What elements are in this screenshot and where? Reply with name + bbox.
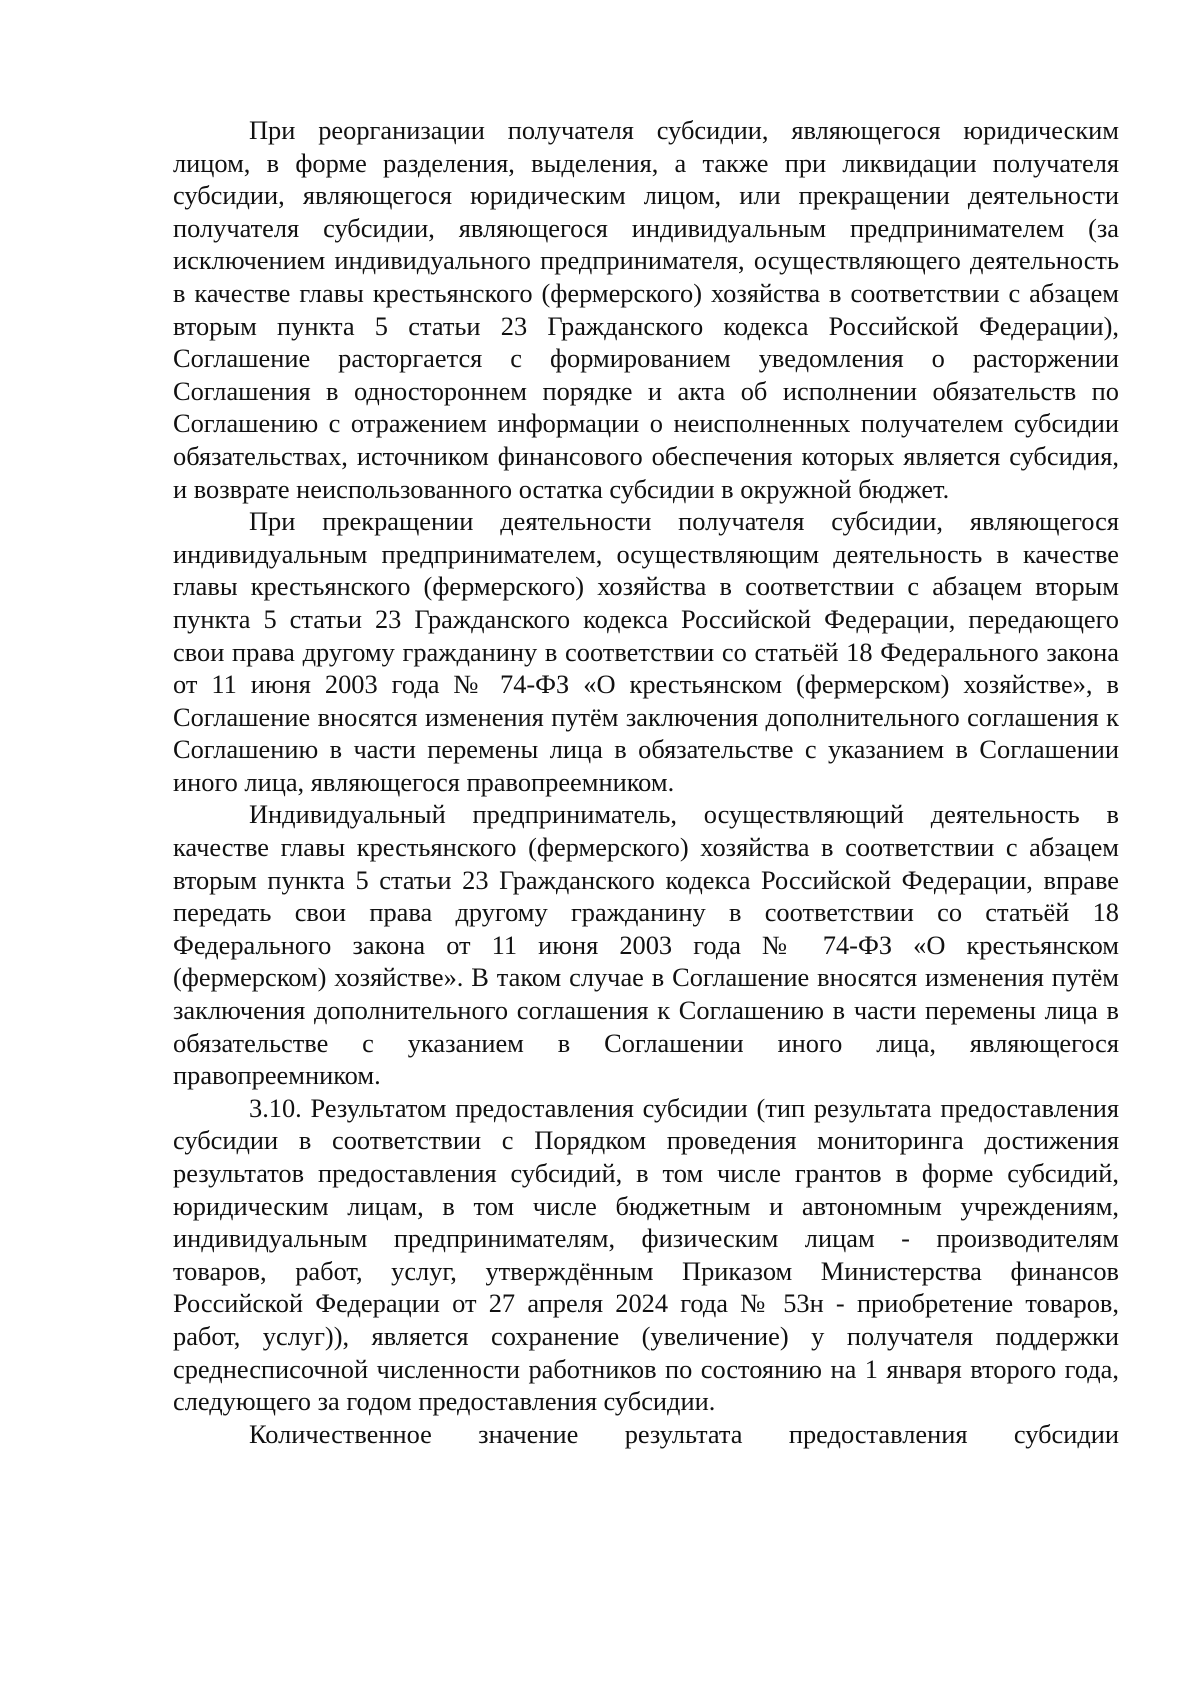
paragraph-termination-farm-head: При прекращении деятельности получателя субсидии, являющегося индивидуальным предпринимателем, осуществляющим деятельность в качестве главы крестьянского (фермерского) хозяйства в соответствии с абзацем вторым пункта 5 статьи 23 Гражданского кодекса Российской Федерации, передающего свои права другому гражданину в соответствии со статьёй 18 Федерального закона от 11 июня 2003 года № 74-ФЗ «О крестьянском (фермерском) хозяйстве», в Соглашение вносятся изменения путём заключения дополнительного соглашения к Соглашению в части перемены лица в обязательстве с указанием в Соглашении иного лица, являющегося правопреемником. — [173, 506, 1119, 797]
paragraph-rights-transfer: Индивидуальный предприниматель, осуществляющий деятельность в качестве главы крестьянского (фермерского) хозяйства в соответствии с абзацем вторым пункта 5 статьи 23 Гражданского кодекса Российской Федерации, вправе передать свои права другому гражданину в соответствии со статьёй 18 Федерального закона от 11 июня 2003 года № 74-ФЗ «О крестьянском (фермерском) хозяйстве». В таком случае в Соглашение вносятся изменения путём заключения дополнительного соглашения к Соглашению в части перемены лица в обязательстве с указанием в Соглашении иного лица, являющегося правопреемником. — [173, 799, 1119, 1091]
paragraph-section-3-10: 3.10. Результатом предоставления субсидии (тип результата предоставления субсидии в соответствии с Порядком проведения мониторинга достижения результатов предоставления субсидий, в том числе грантов в форме субсидий, юридическим лицам, в том числе бюджетным и автономным учреждениям, индивидуальным предпринимателям, физическим лицам - производителям товаров, работ, услуг, утверждённым Приказом Министерства финансов Российской Федерации от 27 апреля 2024 года № 53н - приобретение товаров, работ, услуг)), является сохранение (увеличение) у получателя поддержки среднесписочной численности работников по состоянию на 1 января второго года, следующего за годом предоставления субсидии. — [173, 1092, 1119, 1417]
document-body — [173, 114, 1119, 1450]
paragraph-reorganization: При реорганизации получателя субсидии, являющегося юридическим лицом, в форме разделения, выделения, а также при ликвидации получателя субсидии, являющегося юридическим лицом, или прекращении деятельности получателя субсидии, являющегося индивидуальным предпринимателем (за исключением индивидуального предпринимателя, осуществляющего деятельность в качестве главы крестьянского (фермерского) хозяйства в соответствии с абзацем вторым пункта 5 статьи 23 Гражданского кодекса Российской Федерации), Соглашение расторгается с формированием уведомления о расторжении Соглашения в одностороннем порядке и акта об исполнении обязательств по Соглашению с отражением информации о неисполненных получателем субсидии обязательствах, источником финансового обеспечения которых является субсидия, и возврате неиспользованного остатка субсидии в окружной бюджет. — [173, 115, 1119, 504]
paragraph-quantitative-value: Количественное значение результата предоставления субсидии — [249, 1418, 1119, 1449]
